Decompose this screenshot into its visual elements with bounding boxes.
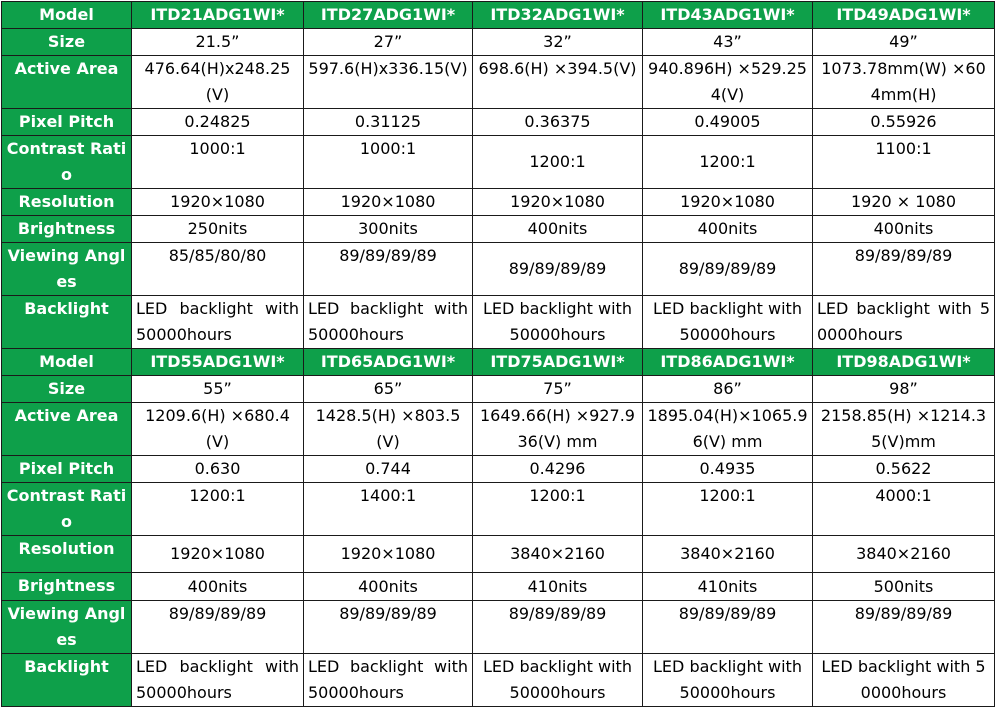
row-label-active-area: Active Area: [2, 403, 132, 456]
size-cell: 75”: [473, 376, 643, 403]
pixel-pitch-cell: 0.4935: [643, 456, 813, 483]
spec-row-contrast-ratio: [2, 136, 995, 189]
size-cell: 86”: [643, 376, 813, 403]
model-header-row: [2, 349, 995, 376]
spec-row-viewing-angles: [2, 601, 995, 654]
brightness-cell: 300nits: [304, 216, 473, 243]
spec-row-backlight: [2, 296, 995, 349]
row-label-viewing-angles: Viewing Angles: [2, 243, 132, 296]
model-header-row: [2, 2, 995, 29]
row-label-size: Size: [2, 376, 132, 403]
active-area-cell: 1073.78mm(W) ×604mm(H): [813, 56, 995, 109]
contrast-ratio-cell: 1200:1: [132, 483, 304, 536]
row-label-backlight: Backlight: [2, 296, 132, 349]
viewing-angles-cell: 89/89/89/89: [813, 601, 995, 654]
pixel-pitch-cell: 0.24825: [132, 109, 304, 136]
backlight-cell: LED backlight with 50000hours: [643, 296, 813, 349]
backlight-cell: LED backlight with 50000hours: [132, 296, 304, 349]
viewing-angles-cell: 89/89/89/89: [643, 243, 813, 296]
spec-row-viewing-angles: [2, 243, 995, 296]
viewing-angles-cell: 89/89/89/89: [813, 243, 995, 296]
spec-row-contrast-ratio: [2, 483, 995, 536]
spec-row-pixel-pitch: [2, 456, 995, 483]
backlight-cell: LED backlight with 50000hours: [813, 654, 995, 707]
row-label-brightness: Brightness: [2, 573, 132, 601]
contrast-ratio-cell: 1200:1: [473, 483, 643, 536]
contrast-ratio-cell: 1400:1: [304, 483, 473, 536]
pixel-pitch-cell: 0.49005: [643, 109, 813, 136]
pixel-pitch-cell: 0.31125: [304, 109, 473, 136]
brightness-cell: 400nits: [473, 216, 643, 243]
row-label-brightness: Brightness: [2, 216, 132, 243]
size-cell: 27”: [304, 29, 473, 56]
spec-row-brightness: [2, 573, 995, 601]
row-label-active-area: Active Area: [2, 56, 132, 109]
backlight-cell: LED backlight with 50000hours: [304, 296, 473, 349]
backlight-cell: LED backlight with 50000hours: [813, 296, 995, 349]
model-name-cell: ITD75ADG1WI*: [473, 349, 643, 376]
spec-row-resolution: [2, 536, 995, 573]
model-name-cell: ITD49ADG1WI*: [813, 2, 995, 29]
active-area-cell: 597.6(H)x336.15(V): [304, 56, 473, 109]
model-name-cell: ITD86ADG1WI*: [643, 349, 813, 376]
model-name-cell: ITD32ADG1WI*: [473, 2, 643, 29]
model-name-cell: ITD98ADG1WI*: [813, 349, 995, 376]
backlight-cell: LED backlight with 50000hours: [473, 654, 643, 707]
row-label-backlight: Backlight: [2, 654, 132, 707]
spec-table-body: [2, 2, 995, 707]
active-area-cell: 1649.66(H) ×927.936(V) mm: [473, 403, 643, 456]
active-area-cell: 940.896H) ×529.254(V): [643, 56, 813, 109]
row-label-contrast-ratio: Contrast Ratio: [2, 136, 132, 189]
pixel-pitch-cell: 0.5622: [813, 456, 995, 483]
resolution-cell: 1920×1080: [132, 189, 304, 216]
resolution-cell: 1920×1080: [132, 536, 304, 573]
brightness-cell: 400nits: [813, 216, 995, 243]
contrast-ratio-cell: 1000:1: [132, 136, 304, 189]
resolution-cell: 1920×1080: [304, 189, 473, 216]
spec-table: [1, 1, 995, 707]
backlight-cell: LED backlight with 50000hours: [473, 296, 643, 349]
contrast-ratio-cell: 1200:1: [643, 136, 813, 189]
pixel-pitch-cell: 0.36375: [473, 109, 643, 136]
contrast-ratio-cell: 1200:1: [643, 483, 813, 536]
viewing-angles-cell: 85/85/80/80: [132, 243, 304, 296]
brightness-cell: 410nits: [473, 573, 643, 601]
pixel-pitch-cell: 0.630: [132, 456, 304, 483]
resolution-cell: 3840×2160: [813, 536, 995, 573]
pixel-pitch-cell: 0.4296: [473, 456, 643, 483]
resolution-cell: 1920×1080: [304, 536, 473, 573]
row-label-resolution: Resolution: [2, 536, 132, 573]
row-label-model: Model: [2, 349, 132, 376]
contrast-ratio-cell: 4000:1: [813, 483, 995, 536]
row-label-size: Size: [2, 29, 132, 56]
model-name-cell: ITD27ADG1WI*: [304, 2, 473, 29]
model-name-cell: ITD55ADG1WI*: [132, 349, 304, 376]
model-name-cell: ITD65ADG1WI*: [304, 349, 473, 376]
row-label-pixel-pitch: Pixel Pitch: [2, 109, 132, 136]
row-label-contrast-ratio: Contrast Ratio: [2, 483, 132, 536]
contrast-ratio-cell: 1200:1: [473, 136, 643, 189]
resolution-cell: 3840×2160: [643, 536, 813, 573]
pixel-pitch-cell: 0.55926: [813, 109, 995, 136]
model-name-cell: ITD21ADG1WI*: [132, 2, 304, 29]
size-cell: 43”: [643, 29, 813, 56]
resolution-cell: 1920 × 1080: [813, 189, 995, 216]
brightness-cell: 400nits: [643, 216, 813, 243]
row-label-viewing-angles: Viewing Angles: [2, 601, 132, 654]
brightness-cell: 400nits: [132, 573, 304, 601]
size-cell: 98”: [813, 376, 995, 403]
row-label-resolution: Resolution: [2, 189, 132, 216]
active-area-cell: 1895.04(H)×1065.96(V) mm: [643, 403, 813, 456]
contrast-ratio-cell: 1100:1: [813, 136, 995, 189]
backlight-cell: LED backlight with 50000hours: [643, 654, 813, 707]
contrast-ratio-cell: 1000:1: [304, 136, 473, 189]
resolution-cell: 1920×1080: [643, 189, 813, 216]
spec-row-pixel-pitch: [2, 109, 995, 136]
model-name-cell: ITD43ADG1WI*: [643, 2, 813, 29]
resolution-cell: 3840×2160: [473, 536, 643, 573]
spec-row-active-area: [2, 56, 995, 109]
active-area-cell: 1428.5(H) ×803.5(V): [304, 403, 473, 456]
size-cell: 21.5”: [132, 29, 304, 56]
row-label-model: Model: [2, 2, 132, 29]
spec-row-brightness: [2, 216, 995, 243]
size-cell: 49”: [813, 29, 995, 56]
viewing-angles-cell: 89/89/89/89: [304, 243, 473, 296]
active-area-cell: 1209.6(H) ×680.4(V): [132, 403, 304, 456]
viewing-angles-cell: 89/89/89/89: [304, 601, 473, 654]
brightness-cell: 500nits: [813, 573, 995, 601]
viewing-angles-cell: 89/89/89/89: [473, 601, 643, 654]
row-label-pixel-pitch: Pixel Pitch: [2, 456, 132, 483]
pixel-pitch-cell: 0.744: [304, 456, 473, 483]
viewing-angles-cell: 89/89/89/89: [643, 601, 813, 654]
viewing-angles-cell: 89/89/89/89: [473, 243, 643, 296]
size-cell: 32”: [473, 29, 643, 56]
viewing-angles-cell: 89/89/89/89: [132, 601, 304, 654]
size-cell: 65”: [304, 376, 473, 403]
resolution-cell: 1920×1080: [473, 189, 643, 216]
backlight-cell: LED backlight with 50000hours: [132, 654, 304, 707]
brightness-cell: 410nits: [643, 573, 813, 601]
size-cell: 55”: [132, 376, 304, 403]
active-area-cell: 698.6(H) ×394.5(V): [473, 56, 643, 109]
spec-row-size: [2, 29, 995, 56]
spec-row-resolution: [2, 189, 995, 216]
brightness-cell: 400nits: [304, 573, 473, 601]
brightness-cell: 250nits: [132, 216, 304, 243]
active-area-cell: 2158.85(H) ×1214.35(V)mm: [813, 403, 995, 456]
active-area-cell: 476.64(H)x248.25(V): [132, 56, 304, 109]
backlight-cell: LED backlight with 50000hours: [304, 654, 473, 707]
spec-row-size: [2, 376, 995, 403]
spec-row-active-area: [2, 403, 995, 456]
